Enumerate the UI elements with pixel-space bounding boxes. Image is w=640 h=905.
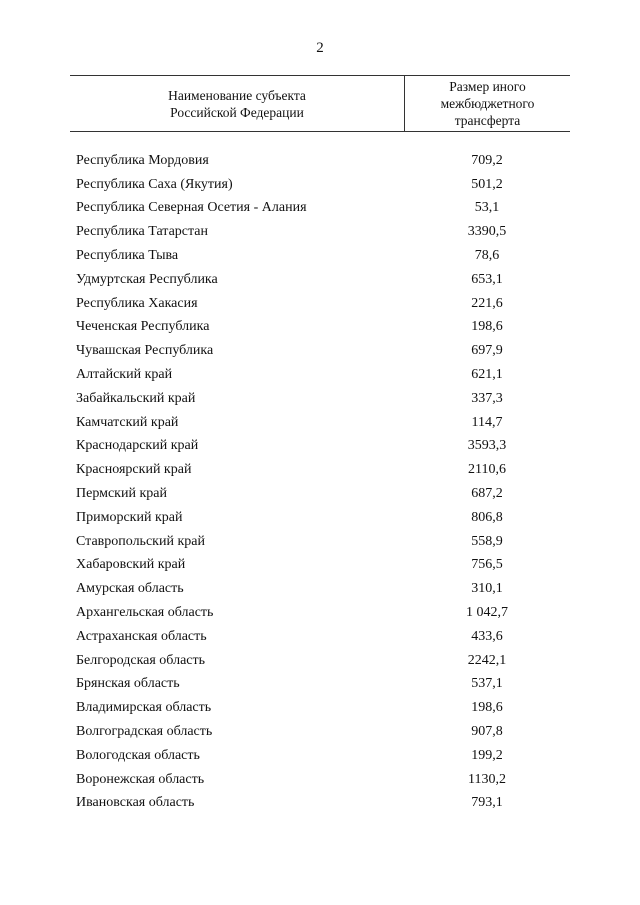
table-row — [70, 696, 570, 720]
table-row — [70, 411, 570, 435]
header-amount-line-3: трансферта — [454, 113, 521, 128]
transfer-amount: 221,6 — [471, 295, 503, 311]
transfer-table — [70, 75, 570, 815]
table-row — [70, 744, 570, 768]
transfer-amount: 907,8 — [471, 724, 503, 740]
subject-name: Хабаровский край — [76, 557, 186, 573]
subject-name: Республика Мордовия — [76, 152, 209, 168]
table-row — [70, 292, 570, 316]
subject-name: Ставропольский край — [76, 533, 205, 549]
transfer-amount: 537,1 — [471, 676, 503, 692]
table-header — [70, 75, 570, 132]
subject-name: Камчатский край — [76, 414, 179, 430]
transfer-amount: 198,6 — [471, 319, 503, 335]
transfer-amount: 53,1 — [474, 200, 500, 216]
header-subject-column — [70, 76, 405, 131]
transfer-amount: 621,1 — [471, 367, 503, 383]
transfer-amount: 310,1 — [471, 581, 503, 597]
table-row — [70, 673, 570, 697]
subject-name: Архангельская область — [76, 605, 214, 621]
header-amount-line-2: межбюджетного — [440, 96, 535, 111]
table-row — [70, 768, 570, 792]
transfer-amount: 433,6 — [471, 628, 503, 644]
table-row — [70, 625, 570, 649]
transfer-amount: 806,8 — [471, 509, 503, 525]
table-row — [70, 149, 570, 173]
subject-name: Республика Саха (Якутия) — [76, 176, 233, 192]
subject-name: Астраханская область — [76, 628, 207, 644]
transfer-amount: 2110,6 — [468, 462, 506, 478]
table-row — [70, 720, 570, 744]
table-row — [70, 268, 570, 292]
transfer-amount: 78,6 — [474, 248, 500, 264]
subject-name: Республика Северная Осетия - Алания — [76, 200, 307, 216]
subject-name: Чеченская Республика — [76, 319, 210, 335]
subject-name: Владимирская область — [76, 700, 212, 716]
header-amount-line-1: Размер иного — [449, 79, 526, 94]
table-row — [70, 339, 570, 363]
transfer-amount: 697,9 — [471, 343, 503, 359]
subject-name: Ивановская область — [76, 795, 195, 811]
table-row — [70, 792, 570, 816]
transfer-amount: 793,1 — [471, 795, 503, 811]
subject-name: Забайкальский край — [76, 390, 196, 406]
subject-name: Удмуртская Республика — [76, 271, 218, 287]
table-row — [70, 458, 570, 482]
table-row — [70, 554, 570, 578]
table-row — [70, 601, 570, 625]
subject-name: Вологодская область — [76, 747, 200, 763]
header-subject-line-2: Российской Федерации — [170, 104, 304, 120]
transfer-amount: 558,9 — [471, 533, 503, 549]
table-row — [70, 244, 570, 268]
transfer-amount: 3390,5 — [467, 224, 507, 240]
table-row — [70, 363, 570, 387]
header-amount-column — [405, 76, 570, 131]
transfer-amount: 756,5 — [471, 557, 503, 573]
subject-name: Красноярский край — [76, 462, 192, 478]
transfer-amount: 653,1 — [471, 271, 503, 287]
transfer-amount: 198,6 — [471, 700, 503, 716]
table-row — [70, 530, 570, 554]
table-row — [70, 482, 570, 506]
transfer-amount: 687,2 — [471, 486, 503, 502]
transfer-amount: 1 042,7 — [466, 605, 508, 621]
subject-name: Приморский край — [76, 509, 183, 525]
table-row — [70, 387, 570, 411]
subject-name: Амурская область — [76, 581, 184, 597]
subject-name: Республика Татарстан — [76, 224, 209, 240]
subject-name: Волгоградская область — [76, 724, 213, 740]
subject-name: Пермский край — [76, 486, 167, 502]
transfer-amount: 3593,3 — [467, 438, 507, 454]
table-row — [70, 220, 570, 244]
subject-name: Белгородская область — [76, 652, 206, 668]
subject-name: Республика Тыва — [76, 248, 179, 264]
transfer-amount: 1130,2 — [468, 771, 506, 787]
table-row — [70, 506, 570, 530]
subject-name: Воронежская область — [76, 771, 205, 787]
table-row — [70, 173, 570, 197]
table-row — [70, 649, 570, 673]
subject-name: Алтайский край — [76, 367, 173, 383]
transfer-amount: 199,2 — [471, 747, 503, 763]
transfer-amount: 114,7 — [471, 414, 503, 430]
table-body — [70, 149, 570, 815]
subject-name: Краснодарский край — [76, 438, 199, 454]
subject-name: Брянская область — [76, 676, 180, 692]
table-row — [70, 197, 570, 221]
page-number: 2 — [316, 40, 324, 56]
transfer-amount: 2242,1 — [467, 652, 507, 668]
subject-name: Чувашская Республика — [76, 343, 214, 359]
subject-name: Республика Хакасия — [76, 295, 198, 311]
table-row — [70, 577, 570, 601]
transfer-amount: 709,2 — [471, 152, 503, 168]
header-subject-line-1: Наименование субъекта — [168, 87, 306, 103]
transfer-amount: 501,2 — [471, 176, 503, 192]
table-row — [70, 435, 570, 459]
table-row — [70, 316, 570, 340]
transfer-amount: 337,3 — [471, 390, 503, 406]
